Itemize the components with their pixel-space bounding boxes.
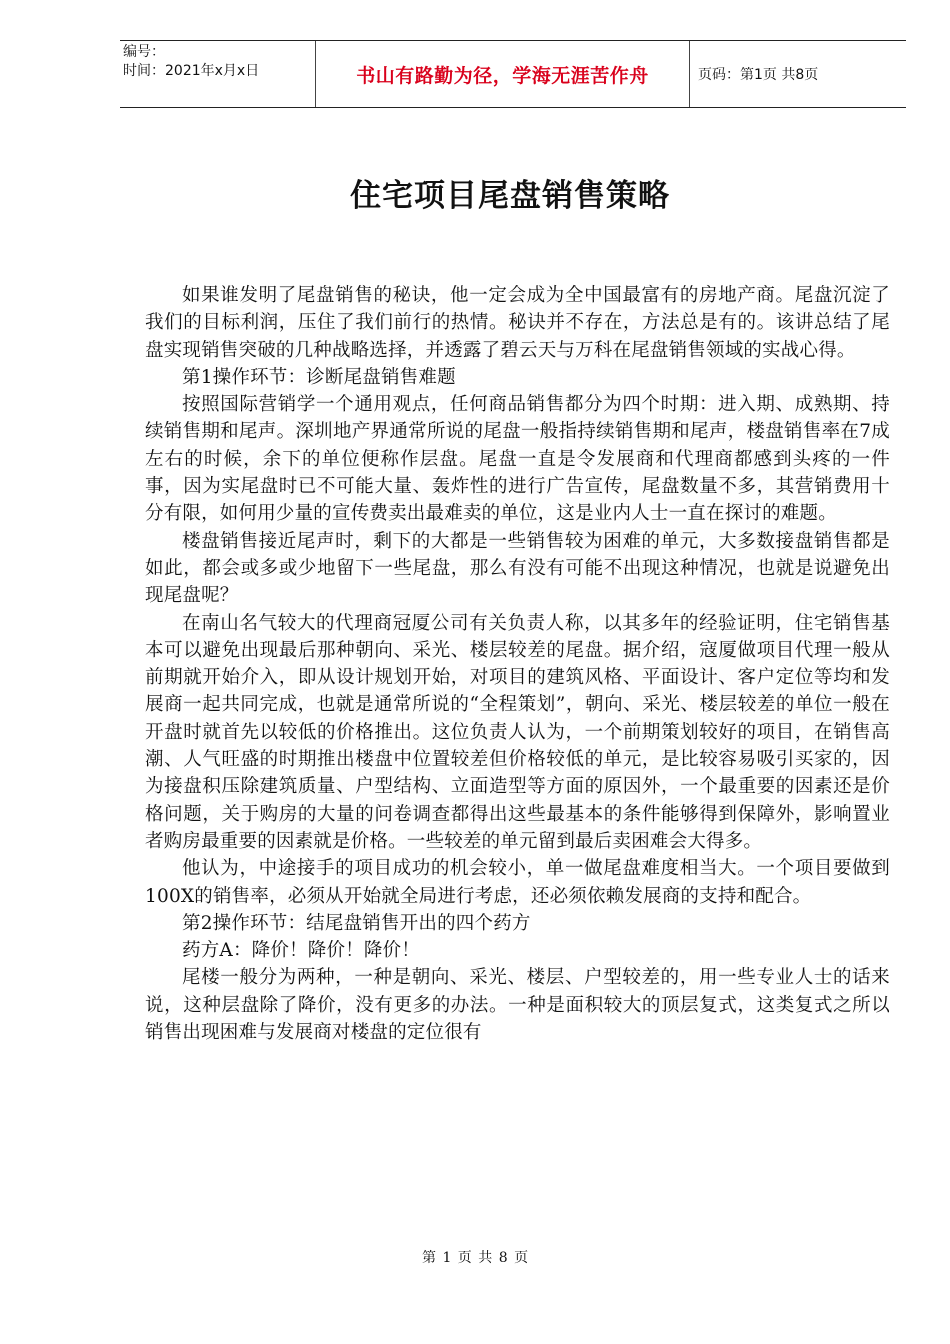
body-paragraph: 按照国际营销学一个通用观点，任何商品销售都分为四个时期：进入期、成熟期、持续销售期和尾声。深圳地产界通常所说的尾盘一般指持续销售期和尾声，楼盘销售率在7成左右的时候，余下的单位便称作层盘。尾盘一直是令发展商和代理商都感到头疼的一件事，因为实尾盘时已不可能大量、轰炸性的进行广告宣传，尾盘数量不多，其营销费用十分有限，如何用少量的宣传费卖出最难卖的单位，这是业内人士一直在探讨的难题。 <box>145 394 890 525</box>
body-paragraph: 尾楼一般分为两种，一种是朝向、采光、楼层、户型较差的，用一些专业人士的话来说，这种层盘除了降价，没有更多的办法。一种是面积较大的顶层复式，这类复式之所以销售出现困难与发展商对楼盘的定位很有 <box>145 967 890 1044</box>
document-time-label: 时间：2021年x月x日 <box>123 63 260 79</box>
document-body <box>145 282 890 1046</box>
section-heading: 第1操作环节：诊断尾盘销售难题 <box>182 366 456 388</box>
page-footer: 第 1 页 共 8 页 <box>422 1250 530 1266</box>
header-motto: 书山有路勤为径，学海无涯苦作舟 <box>356 64 649 87</box>
body-paragraph: 如果谁发明了尾盘销售的秘诀，他一定会成为全中国最富有的房地产商。尾盘沉淀了我们的目标利润，压住了我们前行的热情。秘诀并不存在，方法总是有的。该讲总结了尾盘实现销售突破的几种战略选择，并透露了碧云天与万科在尾盘销售领域的实战心得。 <box>145 285 890 361</box>
header-table <box>120 40 906 108</box>
body-paragraph: 他认为，中途接手的项目成功的机会较小，单一做尾盘难度相当大。一个项目要做到100X的销售率，必须从开始就全局进行考虑，还必须依赖发展商的支持和配合。 <box>145 858 890 907</box>
document-number-label: 编号： <box>123 44 165 60</box>
header-page-info: 页码：第1页 共8页 <box>698 67 819 83</box>
document-title: 住宅项目尾盘销售策略 <box>350 178 670 214</box>
header-motto-cell <box>316 41 690 107</box>
section-heading: 第2操作环节：结尾盘销售开出的四个药方 <box>182 912 531 934</box>
body-paragraph: 楼盘销售接近尾声时，剩下的大都是一些销售较为困难的单元，大多数接盘销售都是如此，都会或多或少地留下一些尾盘，那么有没有可能不出现这种情况，也就是说避免出现尾盘呢？ <box>145 530 890 607</box>
header-page-cell <box>690 41 906 107</box>
header-info-cell <box>120 41 316 107</box>
sub-heading: 药方A：降价！降价！降价！ <box>182 940 420 962</box>
body-paragraph: 在南山名气较大的代理商冠厦公司有关负责人称，以其多年的经验证明，住宅销售基本可以避免出现最后那种朝向、采光、楼层较差的尾盘。据介绍，寇厦做项目代理一般从前期就开始介入，即从设计规划开始，对项目的建筑风格、平面设计、客户定位等均和发展商一起共同完成，也就是通常所说的“全程策划”，朝向、采光、楼层较差的单位一般在开盘时就首先以较低的价格推出。这位负责人认为，一个前期策划较好的项目，在销售高潮、人气旺盛的时期推出楼盘中位置较差但价格较低的单元，是比较容易吸引买家的，因为接盘积压除建筑质量、户型结构、立面造型等方面的原因外，一个最重要的因素还是价格问题，关于购房的大量的问卷调查都得出这些最基本的条件能够得到保障外，影响置业者购房最重要的因素就是价格。一些较差的单元留到最后卖困难会大得多。 <box>145 612 890 852</box>
